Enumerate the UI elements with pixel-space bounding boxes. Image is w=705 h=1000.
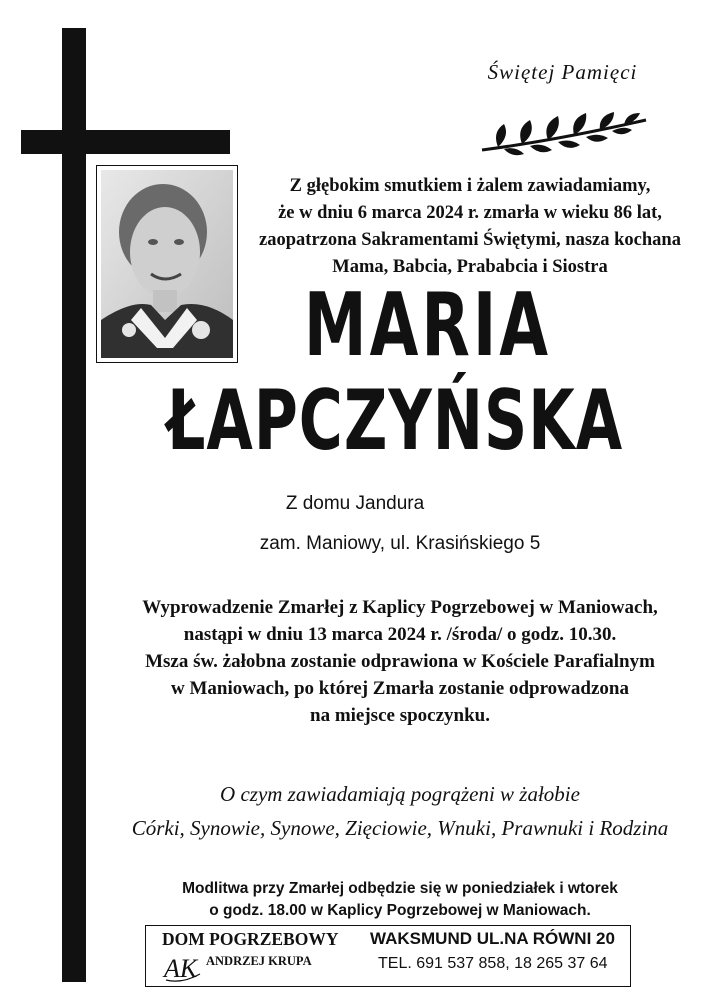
cross-icon-vertical — [62, 28, 86, 982]
prayer-line: o godz. 18.00 w Kaplicy Pogrzebowej w Maniowach. — [209, 902, 591, 919]
prayer-notice — [100, 878, 700, 922]
announcement-line: zaopatrzona Sakramentami Świętymi, nasza kochana — [259, 230, 681, 250]
announcement-line: że w dniu 6 marca 2024 r. zmarła w wieku 86 lat, — [278, 203, 662, 223]
announcement-line: Mama, Babcia, Prababcia i Siostra — [332, 257, 608, 277]
logo-text: AK — [164, 954, 198, 983]
announcement-text — [240, 173, 700, 281]
procession-line: Msza św. żałobna zostanie odprawiona w Kościele Parafialnym — [145, 651, 655, 672]
procession-line: nastąpi w dniu 13 marca 2024 r. /środa/ o godz. 10.30. — [183, 624, 617, 645]
ak-logo — [162, 950, 204, 984]
procession-line: w Maniowach, po której Zmarła zostanie odprowadzona — [171, 678, 629, 699]
funeral-home-owner: ANDRZEJ KRUPA — [206, 954, 312, 968]
laurel-branch-icon — [478, 110, 650, 158]
funeral-home-address: WAKSMUND UL.NA RÓWNI 20 — [370, 929, 615, 948]
mourners-family: Córki, Synowie, Synowe, Zięciowie, Wnuki, Prawnuki i Rodzina — [131, 816, 669, 840]
deceased-first-name: MARIA — [303, 275, 552, 376]
portrait-photo — [101, 170, 233, 358]
funeral-home-phones: TEL. 691 537 858, 18 265 37 64 — [378, 955, 608, 972]
funeral-procession-text — [95, 594, 705, 729]
announcement-line: Z głębokim smutkiem i żalem zawiadamiamy, — [289, 176, 651, 196]
procession-line: Wyprowadzenie Zmarłej z Kaplicy Pogrzebowej w Maniowach, — [142, 597, 658, 618]
mourners-intro: O czym zawiadamiają pogrążeni w żałobie — [220, 782, 580, 806]
memory-heading: Świętej Pamięci — [487, 60, 638, 84]
prayer-line: Modlitwa przy Zmarłej odbędzie się w poniedziałek i wtorek — [182, 880, 618, 897]
procession-line: na miejsce spoczynku. — [310, 705, 490, 726]
deceased-address: zam. Maniowy, ul. Krasińskiego 5 — [259, 533, 541, 554]
cross-icon-horizontal — [21, 130, 230, 154]
maiden-name: Z domu Jandura — [285, 493, 425, 514]
deceased-last-name: ŁAPCZYŃSKA — [166, 373, 624, 470]
funeral-home-name: DOM POGRZEBOWY — [162, 929, 339, 949]
